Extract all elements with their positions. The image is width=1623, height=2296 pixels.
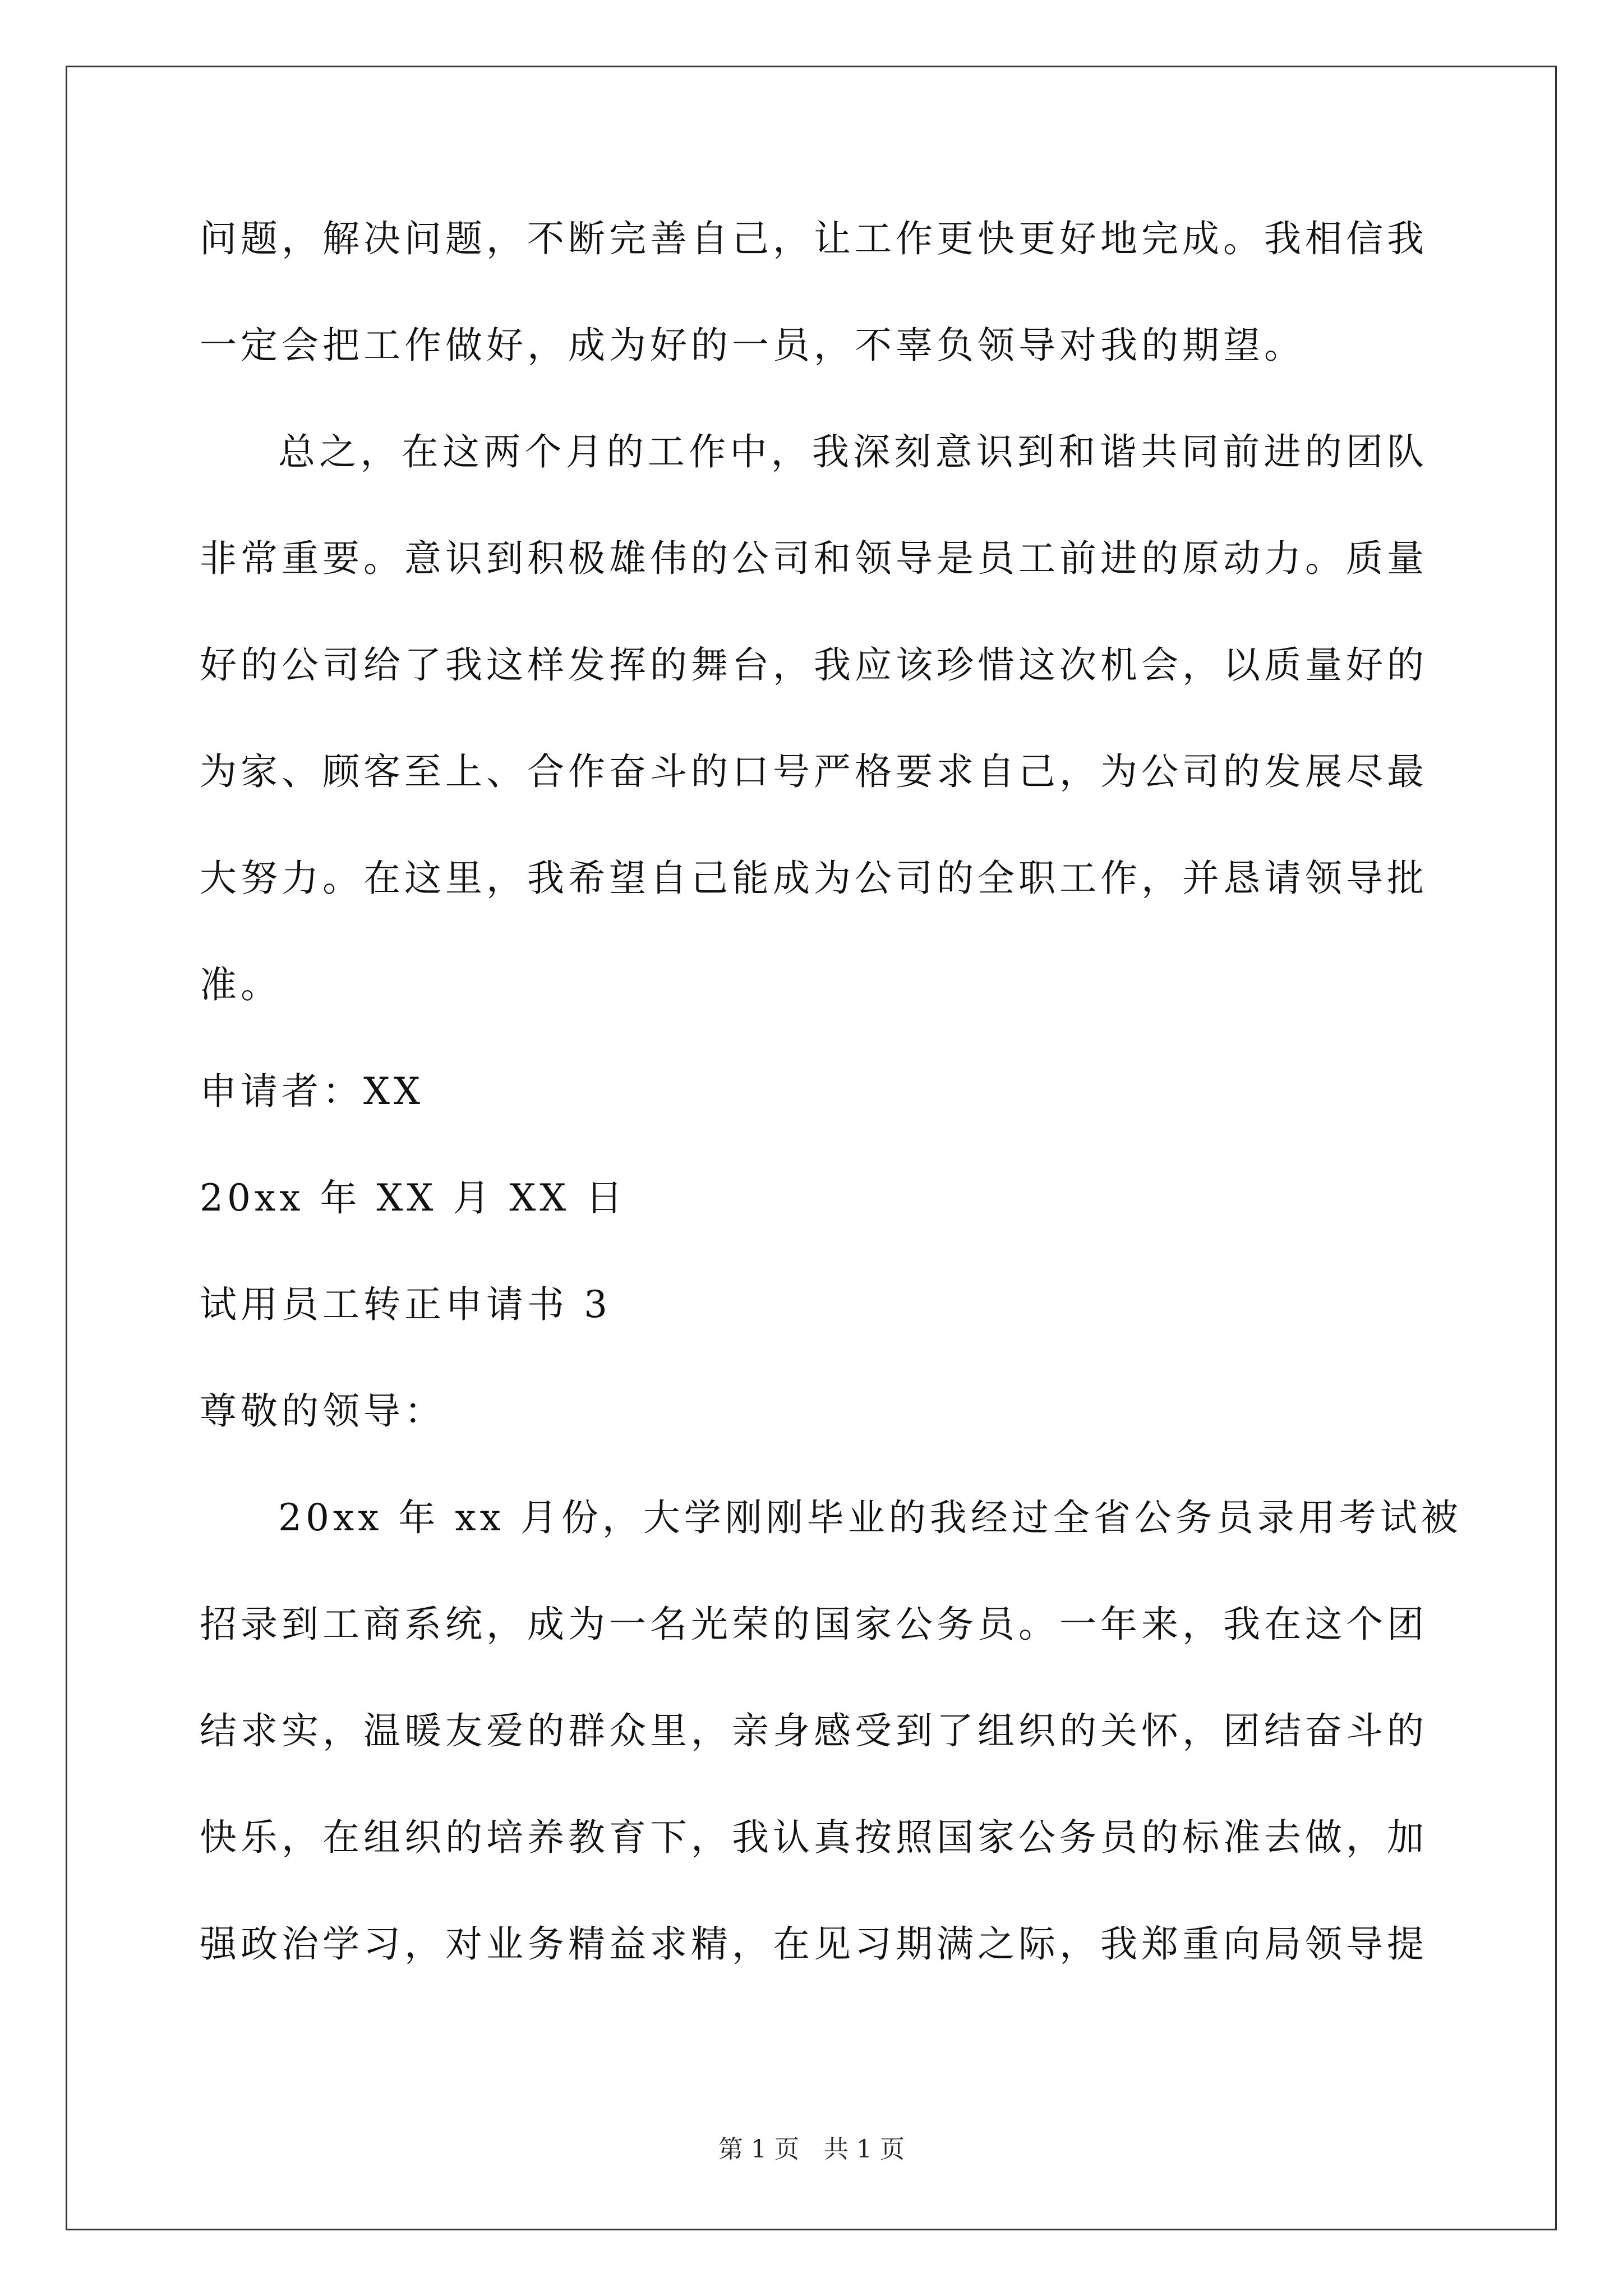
text-line: 结求实，温暖友爱的群众里，亲身感受到了组织的关怀，团结奋斗的 — [200, 1709, 1428, 1752]
paragraph-first-line: 总之，在这两个月的工作中，我深刻意识到和谐共同前进的团队 — [278, 430, 1428, 473]
paragraph-first-line: 20xx 年 xx 月份，大学刚刚毕业的我经过全省公务员录用考试被 — [278, 1496, 1462, 1539]
salutation: 尊敬的领导： — [200, 1389, 445, 1433]
text-line: 问题，解决问题，不断完善自己，让工作更快更好地完成。我相信我 — [200, 217, 1428, 260]
text-line: 招录到工商系统，成为一名光荣的国家公务员。一年来，我在这个团 — [200, 1603, 1428, 1646]
text-line: 大努力。在这里，我希望自己能成为公司的全职工作，并恳请领导批 — [200, 857, 1428, 900]
text-line: 准。 — [200, 963, 282, 1006]
text-line: 非常重要。意识到积极雄伟的公司和领导是员工前进的原动力。质量 — [200, 537, 1428, 580]
page-number-footer: 第 1 页 共 1 页 — [718, 2135, 905, 2164]
text-line: 一定会把工作做好，成为好的一员，不辜负领导对我的期望。 — [200, 324, 1305, 367]
text-line: 为家、顾客至上、合作奋斗的口号严格要求自己，为公司的发展尽最 — [200, 750, 1428, 793]
text-line: 强政治学习，对业务精益求精，在见习期满之际，我郑重向局领导提 — [200, 1922, 1428, 1966]
date-line: 20xx 年 XX 月 XX 日 — [200, 1176, 627, 1220]
section-title: 试用员工转正申请书 3 — [200, 1283, 611, 1326]
text-line: 好的公司给了我这样发挥的舞台，我应该珍惜这次机会，以质量好的 — [200, 643, 1428, 687]
applicant-line: 申请者：XX — [200, 1070, 424, 1113]
document-body — [200, 213, 1462, 2025]
text-line: 快乐，在组织的培养教育下，我认真按照国家公务员的标准去做，加 — [200, 1816, 1428, 1859]
